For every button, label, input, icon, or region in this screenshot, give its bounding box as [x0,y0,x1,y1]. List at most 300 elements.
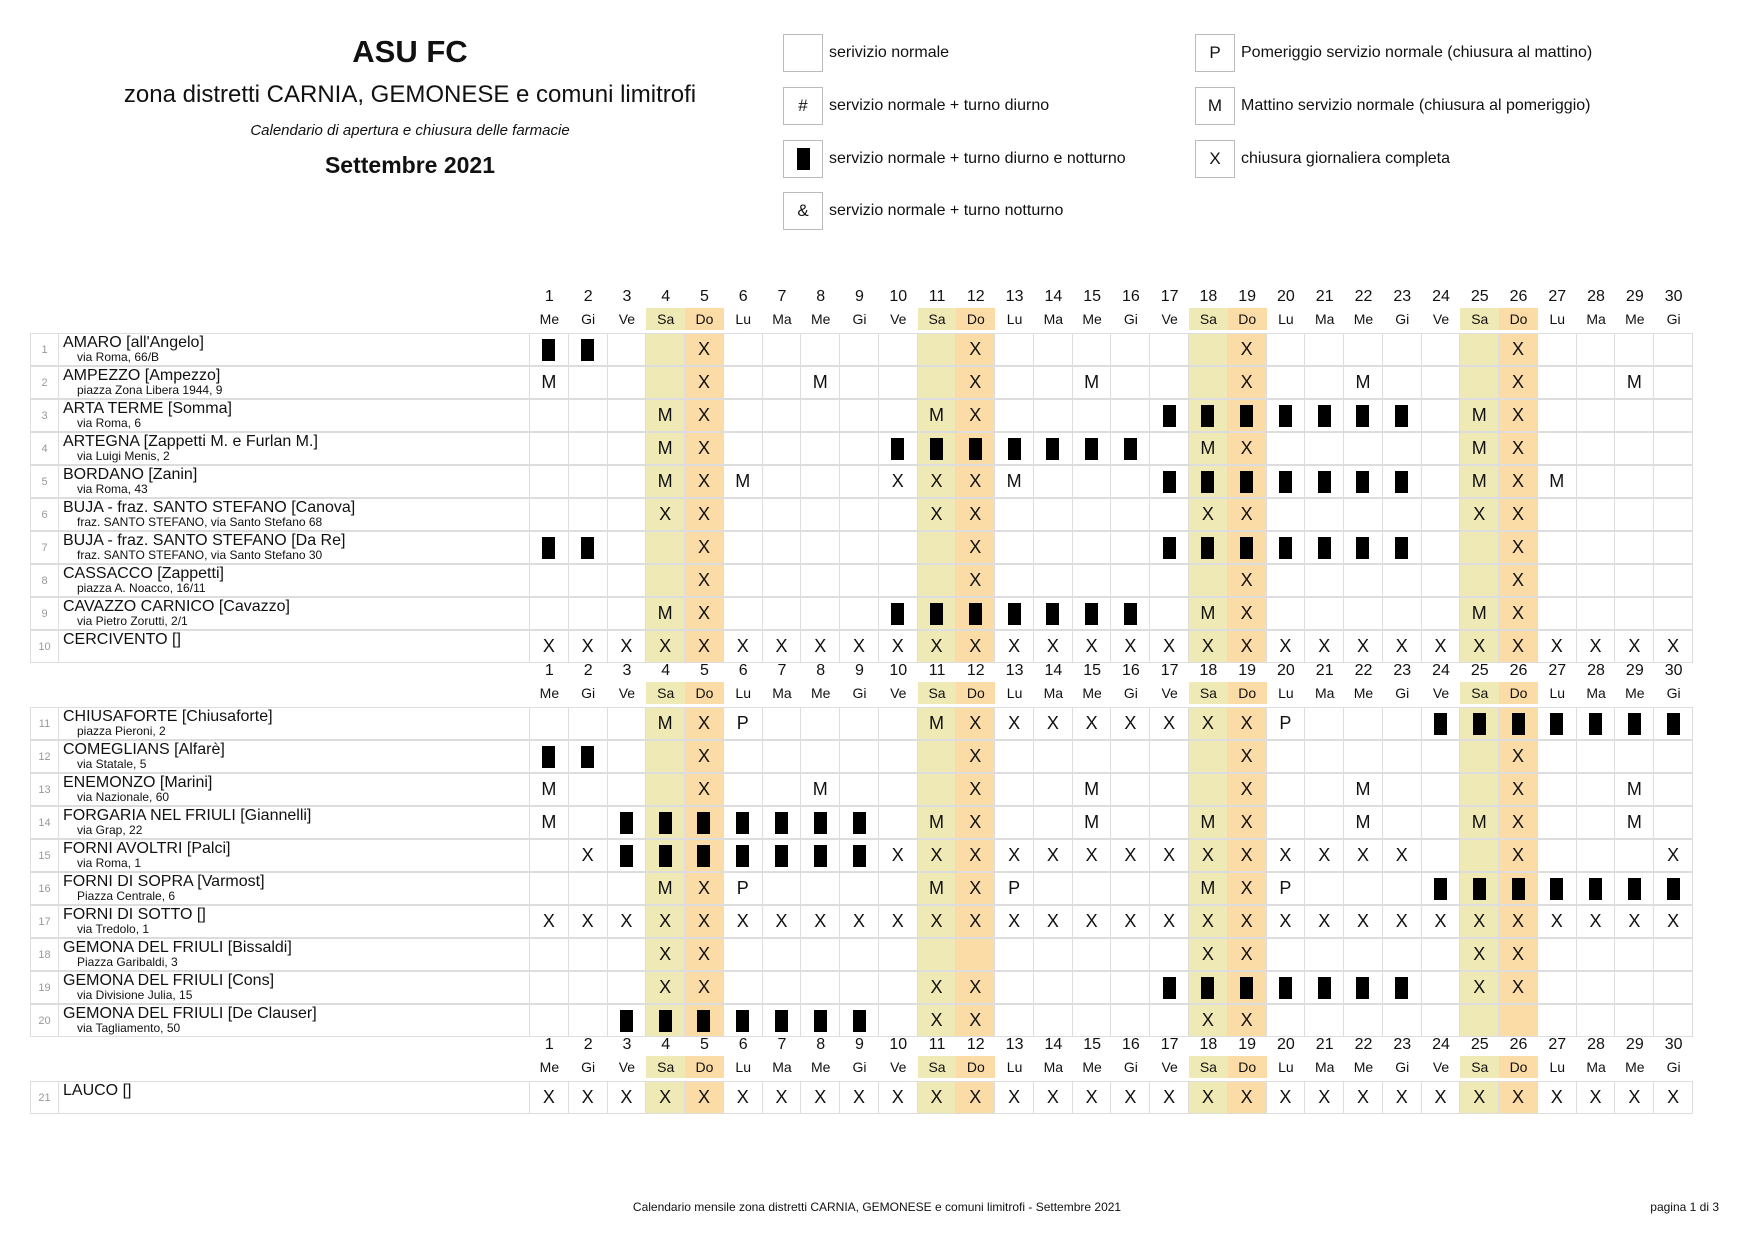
day-cell [1150,597,1189,630]
day-cell [1150,971,1189,1004]
day-cell [1422,938,1461,971]
day-cell [879,333,918,366]
pharmacy-name: ARTA TERME [Somma] [63,400,232,417]
row-index: 9 [30,597,58,630]
day-number: 8 [816,288,826,305]
day-cell [1383,366,1422,399]
legend-symbol: & [783,192,823,230]
day-cell [646,806,685,839]
weekday-label: Ma [1314,685,1335,701]
legend-label: serivizio normale [829,44,950,61]
day-cell: X [1344,1081,1383,1114]
pharmacy-name: CHIUSAFORTE [Chiusaforte] [63,708,273,725]
weekday-label: Ve [1161,1059,1178,1075]
day-cell [1267,773,1306,806]
day-cell [1344,1004,1383,1037]
day-cell [530,597,569,630]
legend-label: servizio normale + turno notturno [829,202,1064,219]
day-cell: X [1111,839,1150,872]
shift-block-icon [1201,405,1214,427]
day-cell: X [1654,839,1693,872]
day-cell [763,366,802,399]
shift-block-icon [969,438,982,460]
weekday-label: Do [956,308,995,330]
weekday-label: Lu [735,311,751,327]
day-cell [1150,806,1189,839]
day-cell: X [1305,1081,1344,1114]
pharmacy-info [58,839,530,872]
day-cell: X [685,432,724,465]
day-cell [1538,839,1577,872]
day-cell [1654,740,1693,773]
day-cell: X [685,399,724,432]
pharmacy-info [58,872,530,905]
day-cell [801,872,840,905]
day-cell [1034,432,1073,465]
weekday-label: Ve [618,1059,636,1075]
day-cell [801,399,840,432]
shift-block-icon [1008,603,1021,625]
pharmacy-info [58,531,530,564]
day-cell [1499,707,1538,740]
day-cell: M [1189,432,1228,465]
day-number: 21 [1315,1036,1334,1053]
day-cell: X [956,905,995,938]
pharmacy-name: AMPEZZO [Ampezzo] [63,367,221,384]
weekday-label: Ve [1432,685,1450,701]
table-row [30,1081,1693,1114]
day-cell: X [646,630,685,663]
day-cell: X [1267,630,1306,663]
day-cell: X [918,839,957,872]
table-row [30,971,1693,1004]
day-cell [569,740,608,773]
row-index: 1 [30,333,58,366]
pharmacy-info [58,806,530,839]
day-cell [569,498,608,531]
shift-block-icon [814,845,827,867]
day-number: 3 [622,1036,632,1053]
day-cell [1305,707,1344,740]
weekday-label: Sa [918,308,957,330]
day-cell [1460,740,1499,773]
day-cell: X [1499,938,1538,971]
weekday-label: Lu [1006,1059,1023,1075]
day-cell: X [1073,630,1112,663]
pharmacy-address: via Roma, 66/B [77,350,160,364]
day-cell [1615,707,1654,740]
shift-block-icon [930,603,943,625]
day-cell: X [530,630,569,663]
table-row [30,773,1693,806]
day-number: 1 [544,288,554,305]
day-cell [1305,597,1344,630]
pharmacy-name: FORNI DI SOTTO [] [63,906,206,923]
shift-block-icon [1085,603,1098,625]
day-cell: X [1073,905,1112,938]
day-cell: X [1577,1081,1616,1114]
day-cell: X [1499,531,1538,564]
day-cell [1422,872,1461,905]
pharmacy-name: CAVAZZO CARNICO [Cavazzo] [63,598,290,615]
day-cell: X [1150,630,1189,663]
day-cell: X [879,1081,918,1114]
day-cell: X [724,630,763,663]
day-cell [1305,1004,1344,1037]
day-cell [1305,971,1344,1004]
day-cell: X [1189,839,1228,872]
day-cell: X [685,872,724,905]
day-number: 24 [1432,288,1450,305]
day-cell: X [1538,630,1577,663]
day-cell [1034,531,1073,564]
weekday-label: Sa [918,1056,957,1078]
day-cell: X [1073,1081,1112,1114]
day-cell: X [1499,597,1538,630]
weekday-label: Sa [1189,1056,1228,1078]
day-cell: X [763,905,802,938]
shift-block-icon [853,1010,866,1032]
day-number: 5 [699,1036,709,1053]
day-cell [1267,806,1306,839]
day-cell [1150,740,1189,773]
day-cell [879,938,918,971]
day-cell: X [569,839,608,872]
pharmacy-info [58,938,530,971]
day-cell: X [1383,1081,1422,1114]
day-cell [879,740,918,773]
shift-block-icon [736,812,749,834]
day-number: 23 [1393,288,1412,305]
day-cell [1111,872,1150,905]
day-cell [801,839,840,872]
day-cell [1073,971,1112,1004]
day-cell: M [801,773,840,806]
weekday-label: Gi [1666,685,1681,701]
day-cell [530,465,569,498]
day-cell [1344,465,1383,498]
day-cell [1189,366,1228,399]
weekday-label: Gi [1395,311,1410,327]
day-cell [608,333,647,366]
day-number: 30 [1664,1036,1683,1053]
weekday-label: Gi [852,311,867,327]
day-cell [1577,740,1616,773]
day-cell [1228,399,1267,432]
day-cell [1267,564,1306,597]
weekday-label: Lu [1278,1059,1294,1075]
day-cell: X [569,630,608,663]
day-cell [1344,498,1383,531]
weekday-label: Do [1228,1056,1267,1078]
day-cell: M [530,366,569,399]
day-cell [801,498,840,531]
day-cell: X [1344,630,1383,663]
pharmacy-name: GEMONA DEL FRIULI [De Clauser] [63,1005,317,1022]
day-number: 27 [1548,288,1567,305]
weekday-label: Ve [890,685,907,701]
day-cell [840,938,879,971]
day-cell [1111,971,1150,1004]
day-cell: X [801,1081,840,1114]
day-number: 14 [1044,1036,1063,1053]
day-cell: X [1228,905,1267,938]
table-row [30,839,1693,872]
day-cell [1538,1004,1577,1037]
day-cell [1034,597,1073,630]
day-cell [801,740,840,773]
day-cell: X [918,1004,957,1037]
day-cell [569,597,608,630]
day-cell [1344,531,1383,564]
pharmacy-info [58,1004,530,1037]
day-cell: M [918,399,957,432]
day-cell [1189,333,1228,366]
day-cell [763,872,802,905]
day-cell [1383,872,1422,905]
day-cell: X [1228,1081,1267,1114]
day-number: 21 [1315,662,1334,679]
day-number: 19 [1238,288,1257,305]
day-cell: X [1499,399,1538,432]
shift-block-icon [1279,405,1292,427]
day-cell: X [1499,773,1538,806]
pharmacy-info [58,333,530,366]
day-cell [608,773,647,806]
day-cell: X [1383,839,1422,872]
day-cell: X [1034,1081,1073,1114]
shift-block-icon [1512,713,1525,735]
shift-block-icon [853,845,866,867]
weekday-label: Me [1082,311,1102,327]
day-cell [763,1004,802,1037]
day-cell [1305,564,1344,597]
day-number: 25 [1470,1036,1489,1053]
pharmacy-info [58,905,530,938]
day-cell [1267,938,1306,971]
day-cell [1538,740,1577,773]
day-cell [801,333,840,366]
day-cell [1577,1004,1616,1037]
legend-label: Pomeriggio servizio normale (chiusura al mattino) [1241,44,1593,61]
shift-block-icon [659,812,672,834]
day-cell: X [1499,839,1538,872]
day-number: 26 [1509,1036,1528,1053]
day-number: 17 [1160,288,1179,305]
day-cell: X [1654,630,1693,663]
day-cell: X [1577,630,1616,663]
pharmacy-info [58,773,530,806]
day-cell: X [918,630,957,663]
weekday-label: Lu [1278,311,1294,327]
weekday-label: Do [1228,682,1267,704]
shift-block-icon [1395,471,1408,493]
day-cell: X [1228,872,1267,905]
day-cell: M [1460,597,1499,630]
weekday-label: Do [956,1056,995,1078]
pharmacy-info [58,971,530,1004]
shift-block-icon [1667,713,1680,735]
pharmacy-name: COMEGLIANS [Alfarè] [63,741,225,758]
weekday-label: Gi [1666,1059,1681,1075]
weekday-label: Lu [1549,1059,1566,1075]
day-cell: X [1383,905,1422,938]
day-number: 2 [583,1036,593,1053]
day-cell [1228,971,1267,1004]
day-cell [1460,366,1499,399]
shift-block-icon [1550,713,1563,735]
day-cell [879,399,918,432]
day-cell: X [879,630,918,663]
day-cell [724,938,763,971]
weekday-label: Gi [852,1059,867,1075]
day-cell [1615,531,1654,564]
day-number: 14 [1044,662,1063,679]
weekday-header [530,682,1693,704]
day-number: 13 [1005,1036,1024,1053]
day-cell [1111,1004,1150,1037]
page-subtitle: zona distretti CARNIA, GEMONESE e comuni limitrofi [123,81,697,108]
weekday-label: Me [1353,1059,1374,1075]
pharmacy-info [58,707,530,740]
weekday-label: Ma [1314,1059,1335,1075]
day-cell [1228,465,1267,498]
day-cell: X [685,531,724,564]
day-cell: M [1073,773,1112,806]
day-cell [918,773,957,806]
day-cell [569,564,608,597]
day-cell: X [956,1081,995,1114]
day-cell: X [956,531,995,564]
day-cell [530,432,569,465]
day-number: 13 [1005,288,1024,305]
day-cell [918,531,957,564]
shift-block-icon [814,812,827,834]
day-cell: M [530,773,569,806]
shift-block-icon [1279,977,1292,999]
day-cell [995,773,1034,806]
day-cell [1034,740,1073,773]
day-cell: X [1111,707,1150,740]
day-number: 8 [816,1036,826,1053]
day-cell: X [879,905,918,938]
day-cell [763,465,802,498]
day-cell: X [608,630,647,663]
row-index: 17 [30,905,58,938]
shift-block-icon [1046,438,1059,460]
day-cell [608,399,647,432]
day-cell: X [1150,707,1189,740]
day-cell: X [995,630,1034,663]
day-number: 26 [1509,662,1528,679]
day-cell [1267,333,1306,366]
day-cell [1422,333,1461,366]
day-cell [801,971,840,1004]
day-cell [1305,333,1344,366]
day-cell [1538,399,1577,432]
day-cell [1422,432,1461,465]
table-row [30,806,1693,839]
day-cell [724,1004,763,1037]
shift-block-icon [1550,878,1563,900]
day-cell [918,597,957,630]
day-cell [569,773,608,806]
day-cell: X [918,1081,957,1114]
shift-block-icon [1201,537,1214,559]
day-cell [1305,938,1344,971]
day-cell: X [1499,971,1538,1004]
day-cell: X [1499,498,1538,531]
shift-block-icon [1240,537,1253,559]
day-cell: X [1499,333,1538,366]
day-cell: M [646,707,685,740]
day-cell: X [918,465,957,498]
day-cell [1034,564,1073,597]
day-cell [1654,432,1693,465]
day-cell [1654,1004,1693,1037]
weekday-label: Gi [1395,1059,1410,1075]
weekday-label: Sa [1189,308,1228,330]
day-cell [995,564,1034,597]
day-cell [1267,1004,1306,1037]
day-number: 9 [855,288,864,305]
day-cell [1654,465,1693,498]
day-cell [1538,707,1577,740]
day-number: 19 [1238,1036,1257,1053]
day-cell [1538,938,1577,971]
day-number: 23 [1393,662,1412,679]
day-cell [1344,564,1383,597]
day-cell: X [685,597,724,630]
day-cell: M [1073,366,1112,399]
day-number: 5 [699,662,709,679]
pharmacy-address: via Roma, 43 [77,482,148,496]
day-cell [569,399,608,432]
day-cell [1499,1004,1538,1037]
day-cell: X [685,707,724,740]
weekday-label: Ma [1043,311,1064,327]
day-cell [1344,740,1383,773]
day-cell: X [1228,333,1267,366]
weekday-label: Me [1625,311,1645,327]
day-cell [1577,707,1616,740]
day-cell [918,333,957,366]
shift-block-icon [1589,878,1602,900]
shift-block-icon [1124,438,1137,460]
day-cell [879,806,918,839]
day-cell [1267,498,1306,531]
pharmacy-name: CERCIVENTO [] [63,631,181,648]
day-cell [608,465,647,498]
shift-block-icon [775,812,788,834]
day-cell [1460,773,1499,806]
weekday-label: Me [539,1059,560,1075]
day-cell: X [1228,806,1267,839]
day-cell: M [646,597,685,630]
day-cell [1577,432,1616,465]
shift-block-icon [1356,537,1369,559]
day-cell [646,564,685,597]
shift-block-icon [1163,405,1176,427]
row-index: 21 [30,1081,58,1114]
weekday-label: Lu [1006,685,1023,701]
row-index: 5 [30,465,58,498]
table-row [30,597,1693,630]
day-cell: M [1460,465,1499,498]
weekday-label: Gi [581,685,596,701]
weekday-label: Me [1353,311,1374,327]
shift-block-icon [581,746,594,768]
